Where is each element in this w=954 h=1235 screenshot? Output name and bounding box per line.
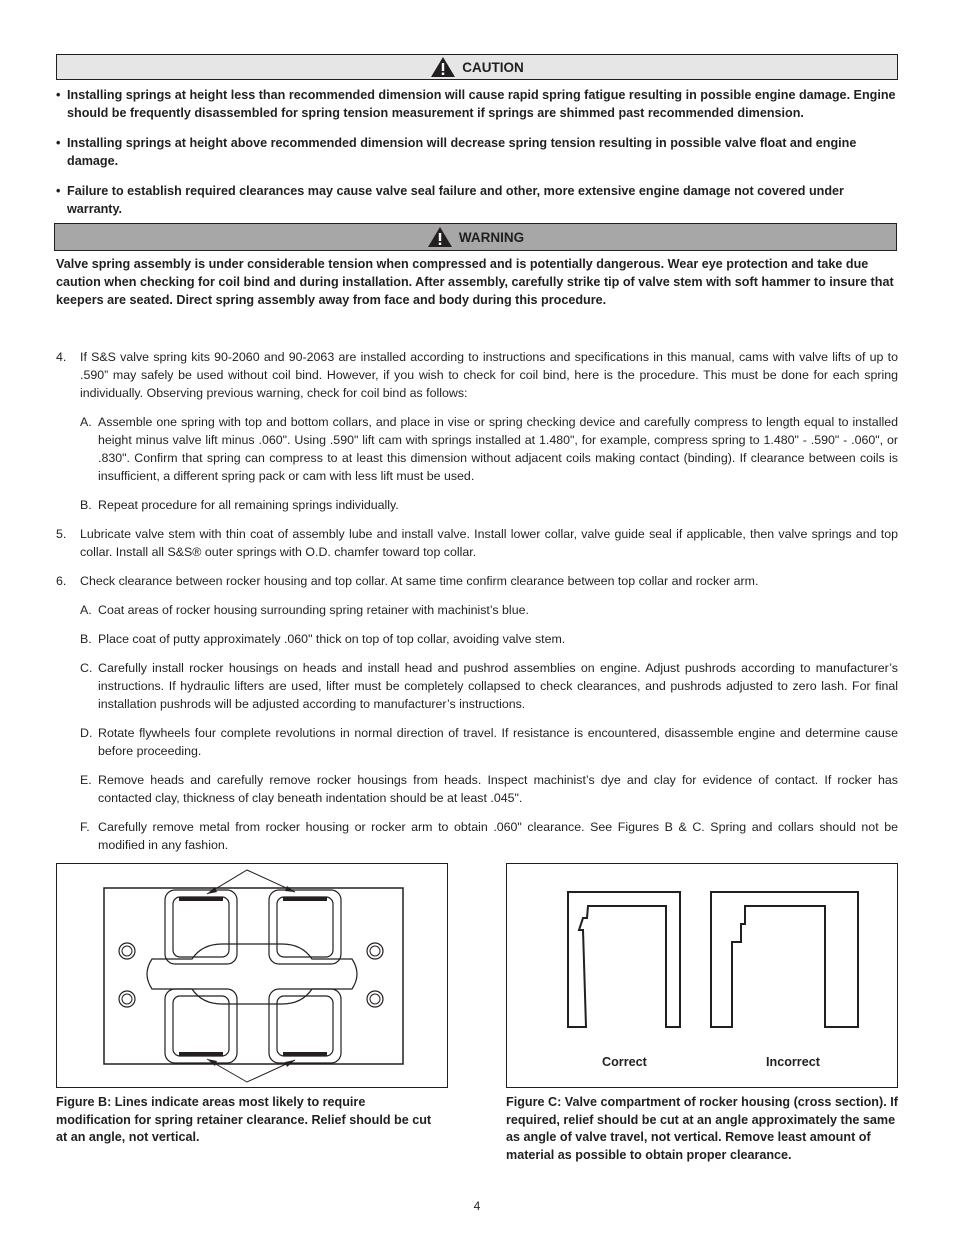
caution-item-text: Installing springs at height less than recommended dimension will cause rapid spring fatigue resulting in possible engine damage. Engine should be frequently disassembled for spring tension measurement if springs are shimmed past recommended dimension.	[67, 88, 896, 120]
figure-c-correct-label: Correct	[602, 1055, 647, 1069]
step-6-sub-f	[80, 818, 898, 854]
procedure-steps	[56, 348, 898, 865]
warning-text: Valve spring assembly is under considerable tension when compressed and is potentially dangerous. Wear eye protection and take due caution when checking for coil bind and during installation. After assembly, carefully strike tip of valve stem with soft hammer to insure that keepers are seated. Direct spring assembly away from face and body during this procedure.	[56, 257, 894, 307]
figure-c-caption: Figure C: Valve compartment of rocker housing (cross section). If required, relief should be cut at an angle approximately the same as angle of valve travel, not vertical. Remove least amount of material as possible to obtain proper clearance.	[506, 1095, 898, 1162]
sub-text: Repeat procedure for all remaining springs individually.	[98, 498, 399, 512]
warning-triangle-icon	[427, 226, 453, 248]
figure-c-drawing	[507, 864, 896, 1086]
sub-letter: F.	[80, 820, 90, 834]
caution-item: • Installing springs at height above recommended dimension will decrease spring tension resulting in possible valve float and engine damage.	[56, 134, 898, 170]
figure-b-rocker-housing-diagram	[56, 863, 448, 1088]
caution-title: CAUTION	[462, 59, 524, 75]
step-text: If S&S valve spring kits 90-2060 and 90-2063 are installed according to instructions and specifications in this manual, cams with valve lifts of up to .590” may safely be used without coil bind. However, if you wish to check for coil bind, here is the procedure. This must be done for each spring individually. Observing previous warning, check for coil bind as follows:	[80, 350, 898, 400]
caution-banner	[56, 54, 898, 80]
step-6	[56, 572, 898, 590]
sub-text: Carefully remove metal from rocker housing or rocker arm to obtain .060" clearance. See Figures B & C. Spring and collars should not be modified in any fashion.	[98, 820, 898, 852]
step-4-sub-a	[80, 413, 898, 485]
step-text: Lubricate valve stem with thin coat of assembly lube and install valve. Install lower collar, valve guide seal if applicable, then valve springs and top collar. Install all S&S® outer springs with O.D. chamfer toward top collar.	[80, 527, 898, 559]
sub-letter: B.	[80, 632, 92, 646]
sub-letter: E.	[80, 773, 92, 787]
caution-item-text: Failure to establish required clearances may cause valve seal failure and other, more extensive engine damage not covered under warranty.	[67, 184, 844, 216]
sub-text: Carefully install rocker housings on heads and install head and pushrod assemblies on engine. Adjust pushrods according to manufacturer’s instructions. If hydraulic lifters are used, lifter must be completely collapsed to check clearances, and pushrods adjusted to zero lash. For final installation pushrods will be adjusted according to manufacturer’s instructions.	[98, 661, 898, 711]
sub-letter: A.	[80, 603, 92, 617]
figure-b-caption: Figure B: Lines indicate areas most likely to require modification for spring retainer clearance. Relief should be cut at an angle, not vertical.	[56, 1095, 432, 1145]
sub-text: Coat areas of rocker housing surrounding spring retainer with machinist’s blue.	[98, 603, 529, 617]
caution-list	[56, 86, 898, 230]
step-4	[56, 348, 898, 402]
sub-letter: C.	[80, 661, 93, 675]
step-5	[56, 525, 898, 561]
sub-text: Place coat of putty approximately .060" thick on top of top collar, avoiding valve stem.	[98, 632, 566, 646]
caution-item: • Installing springs at height less than recommended dimension will cause rapid spring fatigue resulting in possible engine damage. Engine should be frequently disassembled for spring tension measurement if springs are shimmed past recommended dimension.	[56, 86, 898, 122]
caution-item: • Failure to establish required clearances may cause valve seal failure and other, more extensive engine damage not covered under warranty.	[56, 182, 898, 218]
caution-item-text: Installing springs at height above recommended dimension will decrease spring tension resulting in possible valve float and engine damage.	[67, 136, 857, 168]
step-6-sub-e	[80, 771, 898, 807]
sub-letter: D.	[80, 726, 93, 740]
step-6-sub-b	[80, 630, 898, 648]
figure-b-drawing	[57, 864, 446, 1086]
step-text: Check clearance between rocker housing and top collar. At same time confirm clearance between top collar and rocker arm.	[80, 574, 759, 588]
step-6-sub-d	[80, 724, 898, 760]
sub-text: Assemble one spring with top and bottom collars, and place in vise or spring checking device and carefully compress to length equal to installed height minus valve lift minus .060". Using .590" lift cam with springs installed at 1.480", for example, compress spring to 1.480" - .590" - .060", or .830". Confirm that spring can compress to at least this dimension without adjacent coils making contact (binding). If clearance between coils is insufficient, a different spring pack or cam with less lift must be used.	[98, 415, 898, 483]
sub-letter: A.	[80, 415, 92, 429]
step-number: 6.	[56, 574, 67, 588]
step-number: 4.	[56, 350, 67, 364]
figure-c-incorrect-label: Incorrect	[766, 1055, 820, 1069]
step-6-sub-a	[80, 601, 898, 619]
step-4-sub-b	[80, 496, 898, 514]
sub-text: Remove heads and carefully remove rocker housings from heads. Inspect machinist’s dye and clay for evidence of contact. If rocker has contacted clay, thickness of clay beneath indentation should be at least .045".	[98, 773, 898, 805]
warning-title: WARNING	[458, 229, 525, 245]
page-number: 4	[473, 1199, 481, 1213]
sub-text: Rotate flywheels four complete revolutions in normal direction of travel. If resistance is encountered, disassemble engine and determine cause before proceeding.	[98, 726, 898, 758]
step-6-sub-c	[80, 659, 898, 713]
step-number: 5.	[56, 527, 67, 541]
sub-letter: B.	[80, 498, 92, 512]
warning-banner	[54, 223, 897, 251]
caution-warning-icon	[430, 56, 456, 78]
figure-c-cross-section-diagram	[506, 863, 898, 1088]
